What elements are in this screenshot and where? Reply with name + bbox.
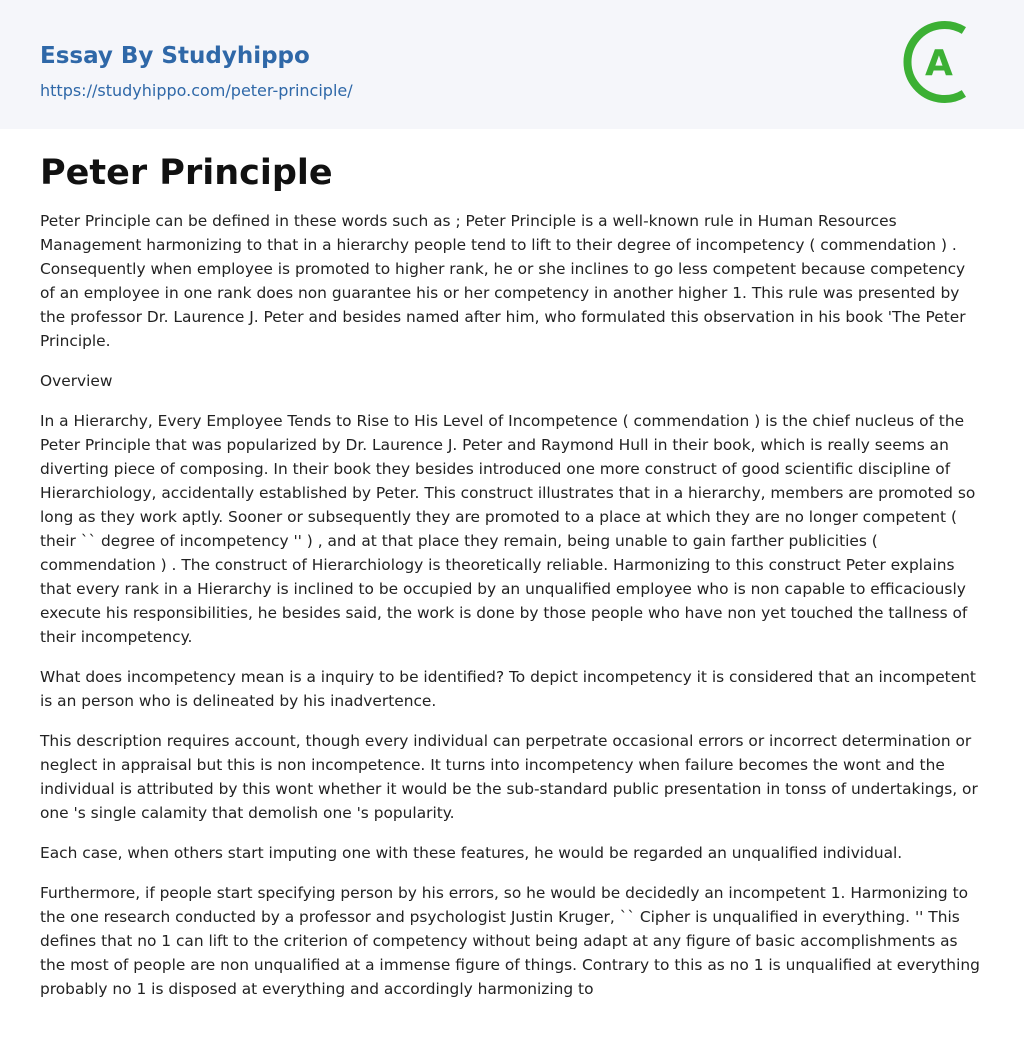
section-heading-overview: Overview	[40, 372, 113, 390]
paragraph: This description requires account, though every individual can perpetrate occasional errors or incorrect determination or neglect in appraisal but this is non incompetence. It turns into incompetency when failure becomes the wont and the individual is attributed by this wont whether it would be the sub-standard public presentation in tonss of undertakings, or one 's single calamity that demolish one 's popularity.	[40, 732, 978, 822]
article	[0, 151, 1024, 1001]
studyhippo-logo-icon[interactable]	[900, 20, 984, 104]
page-title: Peter Principle	[40, 153, 333, 193]
paragraph: In a Hierarchy, Every Employee Tends to Rise to His Level of Incompetence ( commendation ) is the chief nucleus of the Peter Principle that was popularized by Dr. Laurence J. Peter and Raymond Hull in their book, which is really seems an diverting piece of composing. In their book they besides introduced one more construct of good scientific discipline of Hierarchiology, accidentally established by Peter. This construct illustrates that in a hierarchy, members are promoted so long as they work aptly. Sooner or subsequently they are promoted to a place at which they are no longer competent ( their `` degree of incompetency '' ) , and at that place they remain, being unable to gain farther publicities ( commendation ) . The construct of Hierarchiology is theoretically reliable. Harmonizing to this construct Peter explains that every rank in a Hierarchy is inclined to be occupied by an unqualified employee who is non capable to efficaciously execute his responsibilities, he besides said, the work is done by those people who have non yet touched the tallness of their incompetency.	[40, 412, 976, 646]
paragraph: Furthermore, if people start specifying person by his errors, so he would be decidedly an incompetent 1. Harmonizing to the one research conducted by a professor and psychologist Justin Kruger, `` Cipher is unqualified in everything. '' This defines that no 1 can lift to the criterion of competency without being adapt at any figure of basic accomplishments as the most of people are non unqualified at a immense figure of things. Contrary to this as no 1 is unqualified at everything probably no 1 is disposed at everything and accordingly harmonizing to	[40, 884, 980, 998]
site-header	[0, 0, 1024, 129]
paragraph: What does incompetency mean is a inquiry to be identified? To depict incompetency it is considered that an incompetent is an person who is delineated by his inadvertence.	[40, 668, 976, 710]
article-url-link[interactable]: https://studyhippo.com/peter-principle/	[40, 81, 353, 100]
paragraph: Each case, when others start imputing one with these features, he would be regarded an unqualified individual.	[40, 844, 903, 862]
site-title[interactable]: Essay By Studyhippo	[40, 43, 310, 69]
paragraph-intro: Peter Principle can be defined in these words such as ; Peter Principle is a well-known rule in Human Resources Management harmonizing to that in a hierarchy people tend to lift to their degree of incompetency ( commendation ) . Consequently when employee is promoted to higher rank, he or she inclines to go less competent because competency of an employee in one rank does non guarantee his or her competency in another higher 1. This rule was presented by the professor Dr. Laurence J. Peter and besides named after him, who formulated this observation in his book 'The Peter Principle.	[40, 212, 966, 350]
article-body	[40, 209, 984, 1001]
logo-letter: A	[925, 43, 953, 84]
